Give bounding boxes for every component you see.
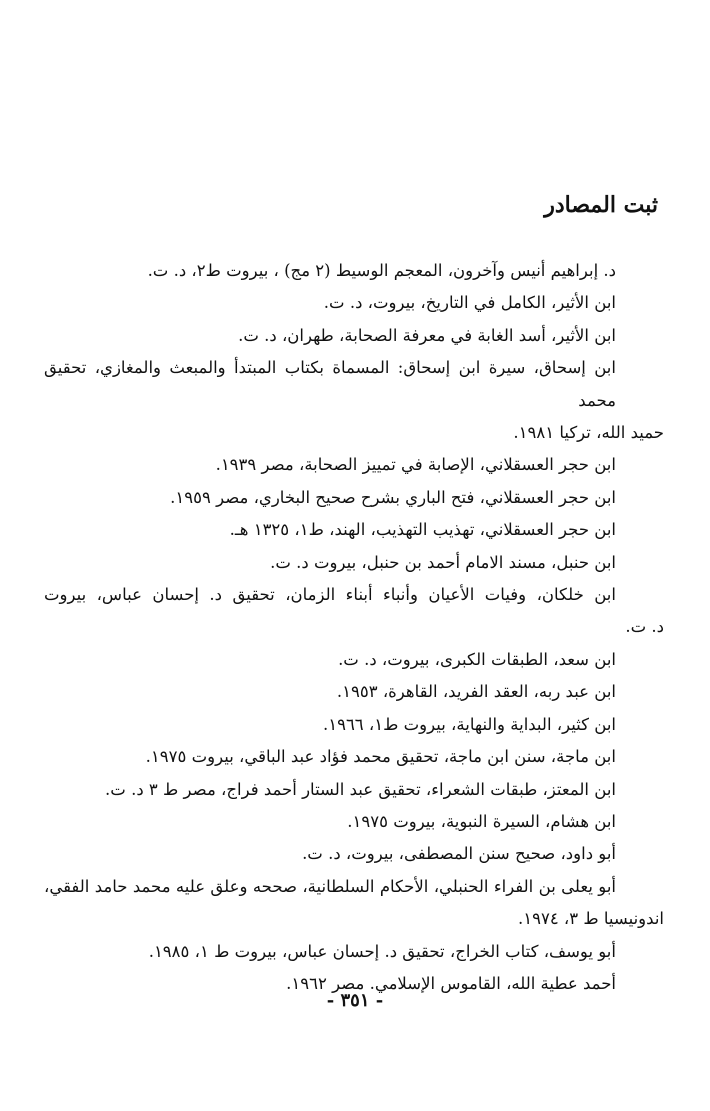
entry-continuation: د. ت. xyxy=(625,617,664,637)
bibliography-entry xyxy=(44,871,664,936)
bibliography-list xyxy=(44,255,664,1000)
bibliography-entry: ابن حجر العسقلاني، فتح الباري بشرح صحيح البخاري، مصر ١٩٥٩. xyxy=(170,487,616,507)
entry-continuation: حميد الله، تركيا ١٩٨١. xyxy=(513,423,664,443)
page-number: - ٣٥١ - xyxy=(326,990,384,1011)
bibliography-entry: ابن هشام، السيرة النبوية، بيروت ١٩٧٥. xyxy=(347,811,616,831)
bibliography-entry: أبو داود، صحيح سنن المصطفى، بيروت، د. ت. xyxy=(302,844,616,864)
page-title: ثبت المصادر xyxy=(544,192,658,218)
bibliography-entry xyxy=(44,352,664,449)
bibliography-entry: ابن الأثير، أسد الغابة في معرفة الصحابة، طهران، د. ت. xyxy=(238,325,616,345)
bibliography-entry: ابن كثير، البداية والنهاية، بيروت ط١، ١٩٦٦. xyxy=(322,714,616,734)
entry-line: ابن خلكان، وفيات الأعيان وأنباء أبناء الزمان، تحقيق د. إحسان عباس، بيروت xyxy=(44,585,616,605)
entry-line: ابن إسحاق، سيرة ابن إسحاق: المسماة بكتاب المبتدأ والمبعث والمغازي، تحقيق محمد xyxy=(44,358,616,410)
bibliography-entry: ابن سعد، الطبقات الكبرى، بيروت، د. ت. xyxy=(338,649,616,669)
bibliography-entry: أبو يوسف، كتاب الخراج، تحقيق د. إحسان عباس، بيروت ط ١، ١٩٨٥. xyxy=(148,941,616,961)
bibliography-entry: ابن ماجة، سنن ابن ماجة، تحقيق محمد فؤاد عبد الباقي، بيروت ١٩٧٥. xyxy=(145,747,616,767)
bibliography-entry: ابن عبد ربه، العقد الفريد، القاهرة، ١٩٥٣. xyxy=(336,682,616,702)
entry-line: أبو يعلى بن الفراء الحنبلي، الأحكام السلطانية، صححه وعلق عليه محمد حامد الفقي، xyxy=(44,876,616,896)
bibliography-entry: أحمد عطية الله، القاموس الإسلامي. مصر ١٩٦٢. xyxy=(286,973,616,993)
entry-continuation: اندونيسيا ط ٣، ١٩٧٤. xyxy=(517,909,664,929)
bibliography-entry: ابن المعتز، طبقات الشعراء، تحقيق عبد الستار أحمد فراج، مصر ط ٣ د. ت. xyxy=(105,779,616,799)
bibliography-entry: د. إبراهيم أنيس وآخرون، المعجم الوسيط (٢ مج) ، بيروت ط٢، د. ت. xyxy=(147,261,616,280)
bibliography-entry xyxy=(44,579,664,644)
bibliography-entry: ابن الأثير، الكامل في التاريخ، بيروت، د. ت. xyxy=(323,293,616,313)
bibliography-entry: ابن حجر العسقلاني، الإصابة في تمييز الصحابة، مصر ١٩٣٩. xyxy=(215,455,616,475)
bibliography-entry: ابن حجر العسقلاني، تهذيب التهذيب، الهند، ط١، ١٣٢٥ هـ. xyxy=(229,520,616,540)
bibliography-entry: ابن حنبل، مسند الامام أحمد بن حنبل، بيروت د. ت. xyxy=(270,552,616,572)
